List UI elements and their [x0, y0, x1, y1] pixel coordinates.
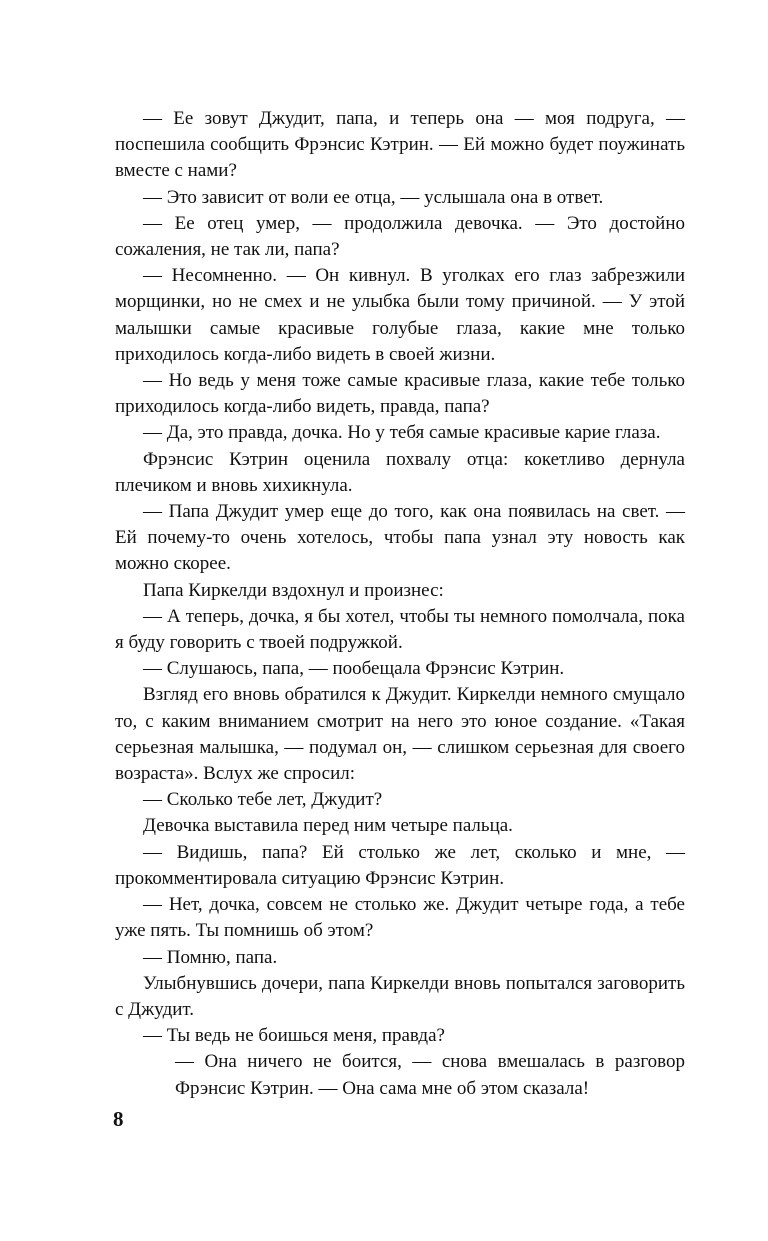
paragraph: — Да, это правда, дочка. Но у тебя самые красивые карие глаза.	[143, 422, 661, 444]
paragraph: — Нет, дочка, совсем не столько же. Джудит четыре года, а тебе уже пять. Ты помнишь об этом?	[115, 894, 685, 942]
paragraph: Взгляд его вновь обратился к Джудит. Киркелди немного смущало то, с каким вниманием смотрит на него это юное создание. «Такая серьезная малышка, — подумал он, — слишком серьезная для своего возраста». Вслух же спросил:	[115, 684, 685, 785]
paragraph: Фрэнсис Кэтрин оценила похвалу отца: кокетливо дернула плечиком и вновь хихикнула.	[115, 448, 685, 496]
paragraph-last: — Она ничего не боится, — снова вмешалась в разговор Фрэнсис Кэтрин. — Она сама мне об этом сказала!	[175, 1051, 685, 1099]
paragraph: — Сколько тебе лет, Джудит?	[143, 789, 383, 811]
page-number: 8	[113, 1107, 124, 1131]
paragraph: Улыбнувшись дочери, папа Киркелди вновь попытался заговорить с Джудит.	[115, 972, 685, 1020]
body-text	[115, 106, 685, 1102]
paragraph: — Ты ведь не боишься меня, правда?	[143, 1025, 445, 1047]
paragraph: — Ее зовут Джудит, папа, и теперь она — моя подруга, — поспешила сообщить Фрэнсис Кэтрин. — Ей можно будет поужинать вместе с нами?	[115, 108, 685, 182]
paragraph: — Несомненно. — Он кивнул. В уголках его глаз забрезжили морщинки, но не смех и не улыбка были тому причиной. — У этой малышки самые красивые голубые глаза, какие мне только приходилось когда-либо видеть в своей жизни.	[115, 265, 685, 365]
paragraph: — Видишь, папа? Ей столько же лет, сколько и мне, — прокомментировала ситуацию Фрэнсис Кэтрин.	[115, 841, 685, 889]
paragraph: — Это зависит от воли ее отца, — услышала она в ответ.	[143, 186, 604, 208]
paragraph: — Но ведь у меня тоже самые красивые глаза, какие тебе только приходилось когда-либо видеть, правда, папа?	[115, 370, 685, 418]
paragraph: — Папа Джудит умер еще до того, как она появилась на свет. — Ей почему-то очень хотелось, чтобы папа узнал эту новость как можно скорее.	[115, 501, 685, 575]
paragraph: — Слушаюсь, папа, — пообещала Фрэнсис Кэтрин.	[143, 658, 565, 680]
paragraph: Папа Киркелди вздохнул и произнес:	[143, 579, 444, 601]
paragraph: Девочка выставила перед ним четыре пальца.	[143, 815, 513, 837]
paragraph: — Ее отец умер, — продолжила девочка. — Это достойно сожаления, не так ли, папа?	[115, 212, 685, 261]
paragraph: — А теперь, дочка, я бы хотел, чтобы ты немного помолчала, пока я буду говорить с твоей подружкой.	[115, 605, 685, 654]
paragraph: — Помню, папа.	[143, 946, 278, 968]
